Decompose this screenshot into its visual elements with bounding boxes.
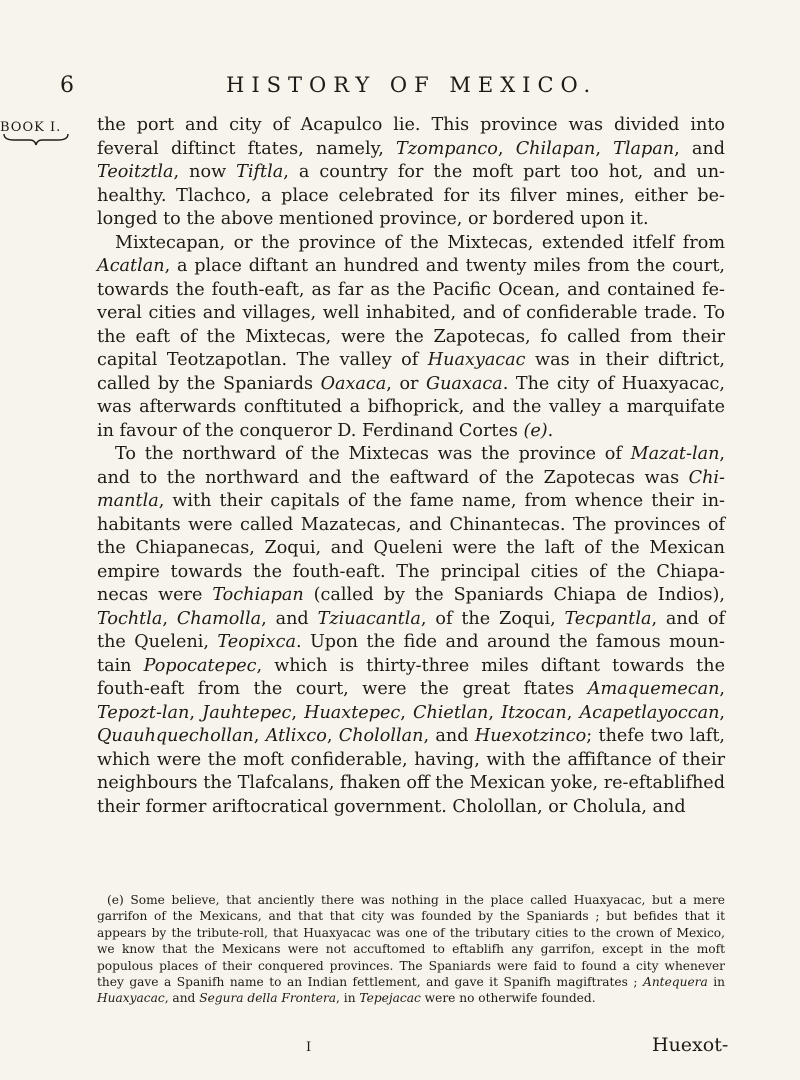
italic-run: Mazat-lan bbox=[630, 444, 720, 464]
text-run: , bbox=[719, 702, 726, 723]
italic-run: Tzompanco bbox=[396, 138, 498, 159]
text-run: Mixtecapan, or the province of the Mixtecas, extended itfelf from bbox=[115, 232, 725, 253]
text-run: , of the Zoqui, bbox=[420, 608, 565, 629]
italic-run: Oaxaca bbox=[320, 373, 387, 394]
text-run: , bbox=[400, 702, 413, 723]
text-run: , bbox=[719, 679, 725, 699]
text-run: , bbox=[566, 702, 580, 723]
text-run: , bbox=[291, 702, 305, 723]
italic-run: Amaquemecan bbox=[587, 679, 720, 699]
text-run: , a place diftant an hundred and twenty miles from the court, towards the fouth-eaft, as far as the Pacific Ocean, and contained fe-veral cities and villages, well inhabited, and of confiderable trade. To the eaft of the Mixtecas, were the Zapotecas, fo called from their capital Teotzapotlan. The valley of bbox=[97, 256, 725, 370]
paragraph bbox=[97, 443, 725, 819]
italic-run: Tepejacac bbox=[359, 991, 421, 1006]
italic-run: Teopixca bbox=[217, 632, 296, 652]
italic-run: Itzocan bbox=[501, 702, 567, 723]
italic-run: (e) bbox=[523, 420, 548, 441]
text-run: (e) Some believe, that anciently there was nothing in the place called Huaxyacac, but a mere garrifon of the Mexicans, and that that city was founded by the Spaniards ; but befides that it appears by the tribute-roll, that Huaxyacac was one of the tributary cities to the crown of Mexico, we know that the Mexicans were not accuftomed to eftablifh any garrifon, except in the moft populous places of their conquered provinces. The Spaniards were faid to found a city whenever they gave a Spanifh name to an Indian fettlement, and gave it Spanifh magiftrates ; bbox=[97, 893, 725, 990]
italic-run: Popocatepec bbox=[143, 655, 257, 676]
running-title: HISTORY OF MEXICO. bbox=[226, 73, 598, 97]
italic-run: Huaxtepec bbox=[304, 702, 401, 723]
text-run: , and to the northward and the eaftward of the Zapotecas was bbox=[97, 444, 725, 488]
italic-run: Huexotzinco bbox=[474, 726, 587, 746]
footnote bbox=[97, 892, 725, 1007]
italic-run: Tecpantla bbox=[564, 608, 652, 629]
italic-run: Chilapan bbox=[515, 138, 596, 159]
text-run: , and bbox=[164, 991, 200, 1006]
text-run: , bbox=[253, 726, 266, 746]
italic-run: Tziuacantla bbox=[317, 608, 421, 629]
text-run: ; thefe two laft, which were the moft confiderable, having, with the affiftance of their neighbours the Tlafcalans, fhaken off the Mexican yoke, re-eftablifhed their former ariftocratical government. Cholollan, or Cholula, and bbox=[97, 726, 725, 817]
text-run: (called by the Spaniards Chiapa de Indios), bbox=[303, 585, 725, 605]
italic-run: Chietlan bbox=[413, 702, 489, 723]
text-run: , and bbox=[261, 608, 318, 629]
italic-run: Tiftla bbox=[236, 162, 284, 182]
text-run: was in their diftrict, called by the Spaniards bbox=[97, 350, 725, 394]
italic-run: Atlixco bbox=[265, 726, 327, 746]
italic-run: Tepozt-lan bbox=[97, 702, 190, 723]
italic-run: Huaxyacac bbox=[97, 991, 165, 1006]
margin-brace-icon bbox=[0, 132, 72, 146]
text-run: , bbox=[595, 138, 614, 159]
text-run: the port and city of Acapulco lie. This province was divided into feveral diftinct ftates, namely, bbox=[97, 115, 725, 159]
margin-book-label: BOOK I. bbox=[0, 120, 62, 135]
page-number: 6 bbox=[60, 73, 74, 98]
text-run: , and bbox=[423, 726, 475, 746]
text-run: , bbox=[162, 608, 177, 629]
italic-run: Jauhtepec bbox=[202, 702, 292, 723]
text-run: , now bbox=[173, 162, 237, 182]
italic-run: Chi-mantla bbox=[97, 467, 725, 511]
italic-run: Acatlan bbox=[97, 256, 165, 276]
paragraph bbox=[97, 114, 725, 232]
text-run: , bbox=[497, 138, 516, 159]
signature-mark: I bbox=[306, 1040, 312, 1055]
italic-run: Teoitztla bbox=[97, 162, 174, 182]
text-run: , with their capitals of the fame name, from whence their in-habitants were called Mazatecas, and Chinantecas. The provinces of the Chiapanecas, Zoqui, and Queleni were the laft of the Mexican empire towards the fouth-eaft. The principal cities of the Chiapa-necas were bbox=[97, 491, 725, 605]
italic-run: Cholollan bbox=[338, 726, 424, 746]
catchword: Huexot- bbox=[652, 1034, 729, 1056]
text-run: , and of the Queleni, bbox=[97, 608, 725, 652]
italic-run: Acapetlayoccan bbox=[579, 702, 720, 723]
text-run: To the northward of the Mixtecas was the province of bbox=[115, 444, 631, 464]
italic-run: Tochtla bbox=[97, 608, 163, 629]
italic-run: Guaxaca bbox=[426, 373, 503, 394]
text-run: in bbox=[707, 975, 726, 990]
page-header bbox=[0, 73, 800, 113]
italic-run: Tlapan bbox=[613, 138, 675, 159]
body-text bbox=[97, 114, 725, 819]
text-run: , bbox=[326, 726, 339, 746]
text-run: , bbox=[488, 702, 502, 723]
paragraph bbox=[97, 232, 725, 444]
italic-run: Chamolla bbox=[176, 608, 262, 629]
text-run: , which is thirty-three miles diftant towards the fouth-eaft from the court, were the great ftates bbox=[97, 655, 725, 699]
footnote-text bbox=[97, 892, 725, 1007]
text-run: . bbox=[547, 420, 554, 441]
italic-run: Huaxyacac bbox=[427, 350, 526, 370]
text-run: , bbox=[189, 702, 203, 723]
text-run: , a country for the moft part too hot, and un-healthy. Tlachco, a place celebrated for its filver mines, either be-longed to the above mentioned province, or bordered upon it. bbox=[97, 162, 725, 229]
italic-run: Quauhquechollan bbox=[97, 726, 254, 746]
italic-run: Segura della Frontera bbox=[199, 991, 337, 1006]
text-run: , in bbox=[336, 991, 360, 1006]
text-run: . Upon the fide and around the famous moun-tain bbox=[97, 632, 725, 676]
italic-run: Tochiapan bbox=[212, 585, 304, 605]
text-run: . The city of Huaxyacac, was afterwards conftituted a bifhoprick, and the valley a marquifate in favour of the conqueror D. Ferdinand Cortes bbox=[97, 373, 726, 441]
text-run: , or bbox=[386, 373, 427, 394]
italic-run: Antequera bbox=[643, 975, 708, 990]
text-run: , and bbox=[674, 138, 726, 159]
text-run: were no otherwife founded. bbox=[420, 991, 596, 1006]
